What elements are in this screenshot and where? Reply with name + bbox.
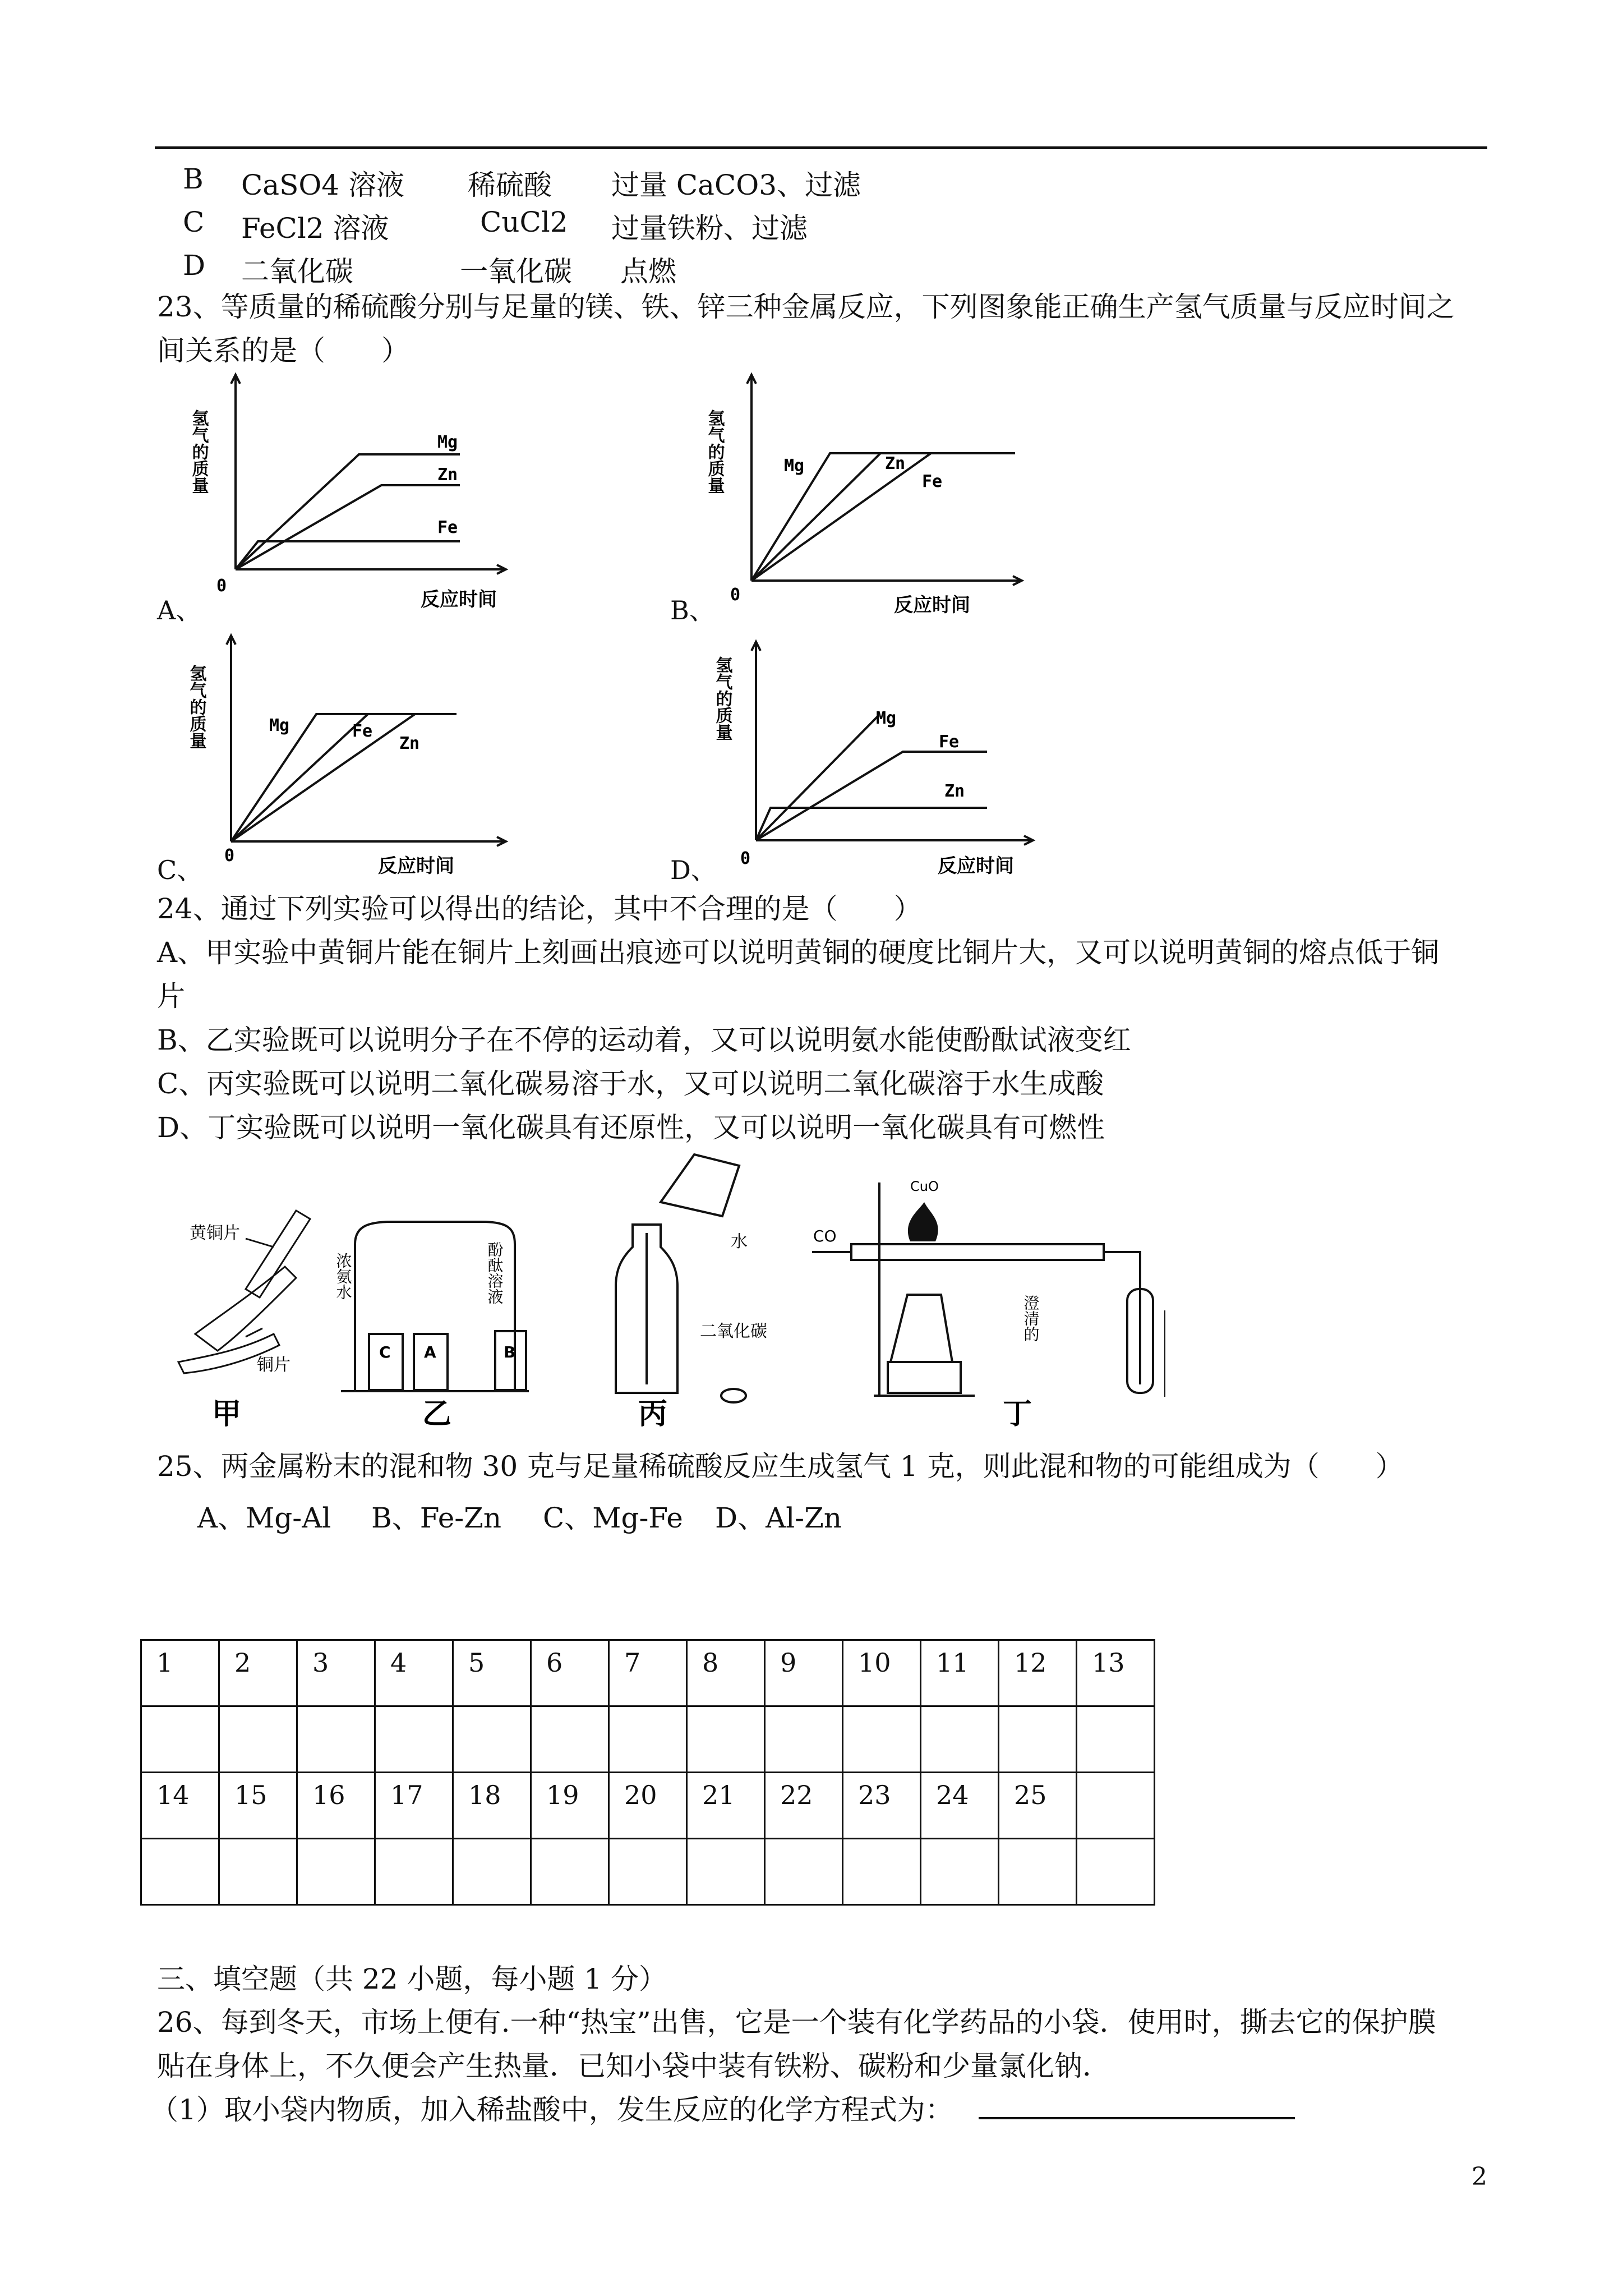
- chart-d: [712, 639, 1066, 899]
- row-impurity: CuCl2: [480, 206, 568, 238]
- answer-cell[interactable]: [843, 1706, 921, 1773]
- option-c-label: C、: [157, 855, 203, 885]
- origin-label: 0: [224, 846, 235, 866]
- y-label: 氢气的质量: [712, 656, 732, 740]
- beaker-c: [369, 1334, 403, 1390]
- limewater-label: 澄清的: [1021, 1295, 1040, 1342]
- answer-cell[interactable]: [297, 1706, 375, 1773]
- origin-label: 0: [216, 576, 227, 596]
- table-cell: 18: [453, 1773, 531, 1839]
- bottle-cap: [721, 1389, 746, 1402]
- row-method: 过量 CaCO3、过滤: [611, 169, 861, 201]
- table-cell: 25: [999, 1773, 1077, 1839]
- table-cell: 12: [999, 1640, 1077, 1706]
- q25-option-c: C、Mg-Fe: [543, 1502, 683, 1534]
- table-cell: 7: [609, 1640, 687, 1706]
- series-label: Zn: [944, 781, 965, 801]
- chart-d-svg: [712, 639, 1066, 892]
- q24-option-c: C、丙实验既可以说明二氧化碳易溶于水，又可以说明二氧化碳溶于水生成酸: [157, 1068, 1104, 1100]
- y-label: 氢气的质量: [186, 665, 206, 749]
- table-cell: 24: [921, 1773, 999, 1839]
- series-label: Mg: [784, 456, 805, 476]
- caption-yi: 乙: [422, 1397, 452, 1431]
- row-method: 过量铁粉、过滤: [611, 212, 808, 245]
- series-zn-line: [751, 453, 880, 581]
- brass-label: 黄铜片: [190, 1223, 240, 1243]
- answer-cell[interactable]: [375, 1706, 453, 1773]
- table-cell: 4: [375, 1640, 453, 1706]
- series-label: Fe: [352, 721, 373, 741]
- copper-label: 铜片: [257, 1355, 291, 1375]
- pointer-line: [246, 1239, 274, 1247]
- page-number: 2: [1472, 2162, 1487, 2191]
- series-label: Mg: [876, 708, 897, 728]
- y-label: 氢气的质量: [704, 409, 725, 494]
- option-b-label: B、: [670, 595, 715, 625]
- table-cell: 2: [219, 1640, 297, 1706]
- series-mg-line: [236, 454, 460, 569]
- q26-line1: 26、每到冬天，市场上便有.一种“热宝”出售，它是一个装有化学药品的小袋．使用时，撕去它的保护膜: [157, 2006, 1436, 2039]
- table-cell: 22: [765, 1773, 843, 1839]
- beaker-label: B: [504, 1343, 516, 1361]
- chart-a: [188, 370, 538, 629]
- answer-cell[interactable]: [765, 1839, 843, 1905]
- table-cell: 16: [297, 1773, 375, 1839]
- wood-block: [888, 1362, 961, 1393]
- chart-c: [186, 631, 538, 890]
- q26-line2: 贴在身体上，不久便会产生热量．已知小袋中装有铁粉、碳粉和少量氯化钠．: [157, 2050, 1110, 2082]
- answer-cell[interactable]: [687, 1706, 765, 1773]
- table-cell: 15: [219, 1773, 297, 1839]
- series-zn-line: [231, 714, 415, 841]
- answer-cell[interactable]: [687, 1839, 765, 1905]
- row-letter: D: [183, 249, 206, 282]
- answer-cell[interactable]: [141, 1706, 219, 1773]
- series-label: Zn: [885, 454, 906, 473]
- option-a-label: A、: [157, 595, 202, 625]
- answer-cell[interactable]: [219, 1839, 297, 1905]
- beaker-a: [414, 1334, 448, 1390]
- q25-option-d: D、Al-Zn: [715, 1502, 842, 1534]
- glass-tube: [851, 1244, 1104, 1260]
- row-substance: FeCl2 溶液: [241, 212, 389, 245]
- answer-cell[interactable]: [453, 1706, 531, 1773]
- q23-stem-line2: 间关系的是（ ）: [157, 334, 409, 367]
- answer-cell[interactable]: [375, 1839, 453, 1905]
- caption-jia: 甲: [212, 1397, 242, 1431]
- row-impurity: 稀硫酸: [468, 169, 552, 201]
- brass-plate: [246, 1211, 310, 1297]
- co2-label: 二氧化碳: [700, 1322, 767, 1341]
- table-cell: 1: [141, 1640, 219, 1706]
- series-mg-line: [231, 714, 457, 841]
- answer-cell[interactable]: [765, 1706, 843, 1773]
- experiment-ding: [812, 1182, 1165, 1396]
- table-cell: 11: [921, 1640, 999, 1706]
- series-label: Fe: [939, 732, 960, 752]
- beaker-label: A: [424, 1343, 436, 1361]
- q25-option-a: A、Mg-Al: [197, 1502, 331, 1534]
- answer-cell[interactable]: [921, 1706, 999, 1773]
- row-letter: C: [183, 206, 205, 238]
- section3-heading: 三、填空题（共 22 小题，每小题 1 分）: [157, 1963, 667, 1995]
- origin-label: 0: [730, 585, 741, 605]
- water-beaker: [661, 1154, 739, 1216]
- table-cell: 21: [687, 1773, 765, 1839]
- q24-option-b: B、乙实验既可以说明分子在不停的运动着，又可以说明氨水能使酚酞试液变红: [157, 1024, 1131, 1056]
- experiment-bing: [616, 1154, 746, 1402]
- table-cell: [1077, 1773, 1155, 1839]
- row-letter: B: [183, 163, 204, 195]
- answer-cell[interactable]: [141, 1839, 219, 1905]
- series-fe-line: [236, 541, 460, 569]
- table-cell: 14: [141, 1773, 219, 1839]
- q23-stem-line1: 23、等质量的稀硫酸分别与足量的镁、铁、锌三种金属反应，下列图象能正确生产氢气质量与反应时间之: [157, 291, 1455, 323]
- table-cell: 8: [687, 1640, 765, 1706]
- answer-blank[interactable]: [979, 2117, 1295, 2119]
- answer-cell[interactable]: [1077, 1706, 1155, 1773]
- answer-cell[interactable]: [999, 1839, 1077, 1905]
- row-impurity: 一氧化碳: [460, 255, 572, 288]
- series-label: Fe: [437, 518, 458, 537]
- table-row: [141, 1706, 1155, 1773]
- alcohol-lamp: [891, 1295, 952, 1362]
- x-label: 反应时间: [938, 855, 1014, 877]
- table-cell: 5: [453, 1640, 531, 1706]
- x-label: 反应时间: [378, 855, 454, 877]
- y-label: 氢气的质量: [188, 409, 209, 494]
- answer-table: [140, 1639, 1155, 1906]
- q26-sub1: （1）取小袋内物质，加入稀盐酸中，发生反应的化学方程式为：: [150, 2093, 953, 2126]
- table-cell: 9: [765, 1640, 843, 1706]
- answer-cell[interactable]: [531, 1706, 609, 1773]
- caption-bing: 丙: [638, 1397, 668, 1431]
- series-label: Mg: [269, 716, 290, 735]
- series-label: Zn: [399, 734, 420, 753]
- experiment-figure: [156, 1149, 1165, 1435]
- co-label: CO: [813, 1227, 837, 1245]
- answer-cell[interactable]: [1077, 1839, 1155, 1905]
- table-row: [141, 1773, 1155, 1839]
- answer-cell[interactable]: [297, 1839, 375, 1905]
- answer-cell[interactable]: [219, 1706, 297, 1773]
- table-cell: 10: [843, 1640, 921, 1706]
- table-cell: 23: [843, 1773, 921, 1839]
- table-cell: 20: [609, 1773, 687, 1839]
- x-label: 反应时间: [421, 588, 497, 611]
- answer-cell[interactable]: [453, 1839, 531, 1905]
- series-label: Fe: [922, 472, 943, 491]
- table-cell: 3: [297, 1640, 375, 1706]
- chart-b: [704, 370, 1054, 629]
- table-cell: 19: [531, 1773, 609, 1839]
- table-cell: 13: [1077, 1640, 1155, 1706]
- row-substance: CaSO4 溶液: [241, 169, 405, 201]
- chart-c-svg: [186, 631, 538, 884]
- pointer-line: [246, 1328, 262, 1337]
- answer-cell[interactable]: [921, 1839, 999, 1905]
- chart-b-svg: [704, 370, 1054, 623]
- ammonia-label: 浓氨水: [334, 1253, 353, 1300]
- q24-stem: 24、通过下列实验可以得出的结论，其中不合理的是（ ）: [157, 892, 922, 925]
- cuo-label: CuO: [910, 1179, 939, 1194]
- answer-cell[interactable]: [843, 1839, 921, 1905]
- hand-sketch: [195, 1267, 296, 1351]
- phenol-label: 酚酞溶液: [485, 1241, 504, 1304]
- q25-stem: 25、两金属粉末的混和物 30 克与足量稀硫酸反应生成氢气 1 克，则此混和物的可能组成为（ ）: [157, 1450, 1404, 1483]
- outlet-tube: [1104, 1252, 1140, 1384]
- table-row: [141, 1640, 1155, 1706]
- beaker-label: C: [379, 1343, 391, 1361]
- answer-cell[interactable]: [531, 1839, 609, 1905]
- chart-a-svg: [188, 370, 538, 623]
- q24-option-a-line1: A、甲实验中黄铜片能在铜片上刻画出痕迹可以说明黄铜的硬度比铜片大，又可以说明黄铜的熔点低于铜: [157, 936, 1440, 969]
- water-label: 水: [731, 1232, 748, 1251]
- q24-option-a-line2: 片: [157, 980, 185, 1013]
- table-row: [141, 1839, 1155, 1905]
- caption-ding: 丁: [1003, 1397, 1032, 1431]
- answer-cell[interactable]: [999, 1706, 1077, 1773]
- table-cell: 17: [375, 1773, 453, 1839]
- q25-option-b: B、Fe-Zn: [371, 1502, 502, 1534]
- option-d-label: D、: [670, 855, 717, 885]
- flame: [908, 1202, 938, 1241]
- x-label: 反应时间: [894, 594, 970, 616]
- series-fe-line: [231, 714, 368, 841]
- answer-cell[interactable]: [609, 1839, 687, 1905]
- row-substance: 二氧化碳: [241, 255, 353, 288]
- header-rule: [155, 146, 1487, 149]
- q24-option-d: D、丁实验既可以说明一氧化碳具有还原性，又可以说明一氧化碳具有可燃性: [157, 1111, 1105, 1144]
- series-zn-line: [236, 485, 460, 569]
- answer-cell[interactable]: [609, 1706, 687, 1773]
- series-zn-line: [756, 808, 987, 840]
- series-label: Zn: [437, 465, 458, 485]
- table-cell: 6: [531, 1640, 609, 1706]
- series-label: Mg: [437, 432, 458, 452]
- origin-label: 0: [740, 849, 751, 868]
- row-method: 点燃: [620, 255, 676, 288]
